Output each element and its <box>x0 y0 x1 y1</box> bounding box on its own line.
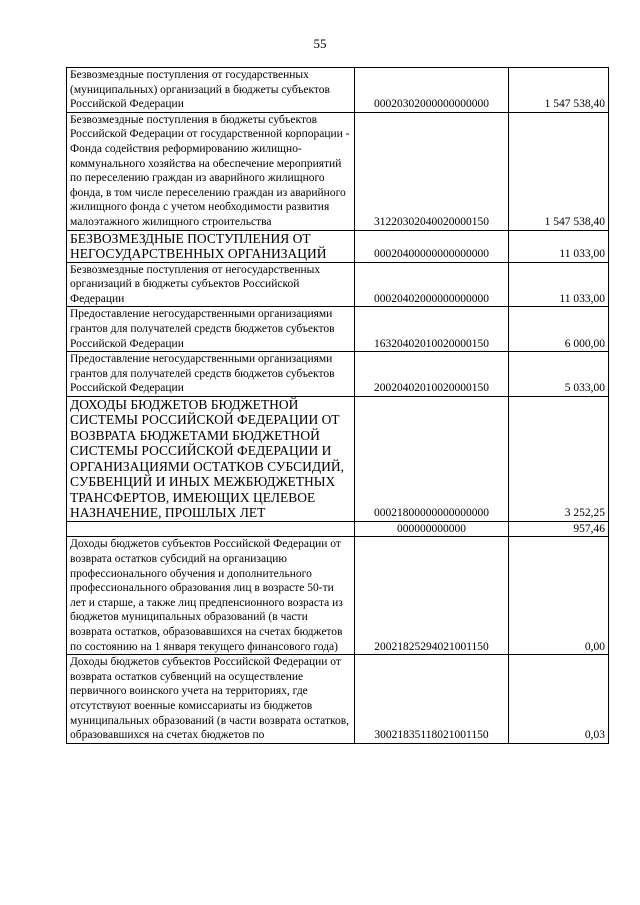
revenue-name-cell: Доходы бюджетов субъектов Российской Федерации от возврата остатков субвенций на осуществление первичного воинского учета на территориях, где отсутствуют военные комиссариаты из бюджетов муниципальных образований (в части возврата остатков, образовавшихся на счетах бюджетов по <box>67 655 355 744</box>
table-row <box>67 307 609 352</box>
table-row <box>67 521 609 537</box>
budget-code-cell: 30021835118021001150 <box>355 655 509 744</box>
budget-code-cell: 20021825294021001150 <box>355 537 509 655</box>
table-row <box>67 396 609 521</box>
revenue-name-cell <box>67 521 355 537</box>
amount-cell: 6 000,00 <box>509 307 609 352</box>
budget-code-cell: 00021800000000000000 <box>355 396 509 521</box>
budget-code-cell: 000000000000 <box>355 521 509 537</box>
budget-code-cell: 00020302000000000000 <box>355 68 509 113</box>
amount-cell: 0,00 <box>509 537 609 655</box>
table-row <box>67 112 609 230</box>
budget-code-cell: 00020400000000000000 <box>355 230 509 262</box>
amount-cell: 5 033,00 <box>509 352 609 397</box>
budget-code-cell: 00020402000000000000 <box>355 262 509 307</box>
budget-code-cell: 31220302040020000150 <box>355 112 509 230</box>
revenue-name-cell: Безвозмездные поступления в бюджеты субъектов Российской Федерации от государственной корпорации - Фонда содействия реформированию жилищно-коммунального хозяйства на обеспечение мероприятий по переселению граждан из аварийного жилищного фонда, в том числе переселению граждан из аварийного жилищного фонда с учетом необходимости развития малоэтажного жилищного строительства <box>67 112 355 230</box>
table-row <box>67 537 609 655</box>
amount-cell: 3 252,25 <box>509 396 609 521</box>
table-row <box>67 655 609 744</box>
amount-cell: 11 033,00 <box>509 230 609 262</box>
revenue-name-cell: ДОХОДЫ БЮДЖЕТОВ БЮДЖЕТНОЙ СИСТЕМЫ РОССИЙСКОЙ ФЕДЕРАЦИИ ОТ ВОЗВРАТА БЮДЖЕТАМИ БЮДЖЕТНОЙ СИСТЕМЫ РОССИЙСКОЙ ФЕДЕРАЦИИ И ОРГАНИЗАЦИЯМИ ОСТАТКОВ СУБСИДИЙ, СУБВЕНЦИЙ И ИНЫХ МЕЖБЮДЖЕТНЫХ ТРАНСФЕРТОВ, ИМЕЮЩИХ ЦЕЛЕВОЕ НАЗНАЧЕНИЕ, ПРОШЛЫХ ЛЕТ <box>67 396 355 521</box>
amount-cell: 1 547 538,40 <box>509 112 609 230</box>
revenue-name-cell: Безвозмездные поступления от негосударственных организаций в бюджеты субъектов Российской Федерации <box>67 262 355 307</box>
revenue-name-cell: Предоставление негосударственными организациями грантов для получателей средств бюджетов субъектов Российской Федерации <box>67 352 355 397</box>
amount-cell: 957,46 <box>509 521 609 537</box>
table-row <box>67 230 609 262</box>
revenue-name-cell: Предоставление негосударственными организациями грантов для получателей средств бюджетов субъектов Российской Федерации <box>67 307 355 352</box>
table-row <box>67 262 609 307</box>
table-row <box>67 68 609 113</box>
budget-code-cell: 20020402010020000150 <box>355 352 509 397</box>
revenue-name-cell: Безвозмездные поступления от государственных (муниципальных) организаций в бюджеты субъектов Российской Федерации <box>67 68 355 113</box>
budget-revenue-table <box>66 67 609 744</box>
page-number: 55 <box>313 36 327 51</box>
amount-cell: 0,03 <box>509 655 609 744</box>
budget-code-cell: 16320402010020000150 <box>355 307 509 352</box>
amount-cell: 11 033,00 <box>509 262 609 307</box>
amount-cell: 1 547 538,40 <box>509 68 609 113</box>
revenue-name-cell: БЕЗВОЗМЕЗДНЫЕ ПОСТУПЛЕНИЯ ОТ НЕГОСУДАРСТВЕННЫХ ОРГАНИЗАЦИЙ <box>67 230 355 262</box>
revenue-name-cell: Доходы бюджетов субъектов Российской Федерации от возврата остатков субсидий на организацию профессионального обучения и дополнительного профессионального образования лиц в возрасте 50-ти лет и старше, а также лиц предпенсионного возраста из бюджетов муниципальных образований (в части возврата остатков, образовавшихся на счетах бюджетов по состоянию на 1 января текущего финансового года) <box>67 537 355 655</box>
table-row <box>67 352 609 397</box>
